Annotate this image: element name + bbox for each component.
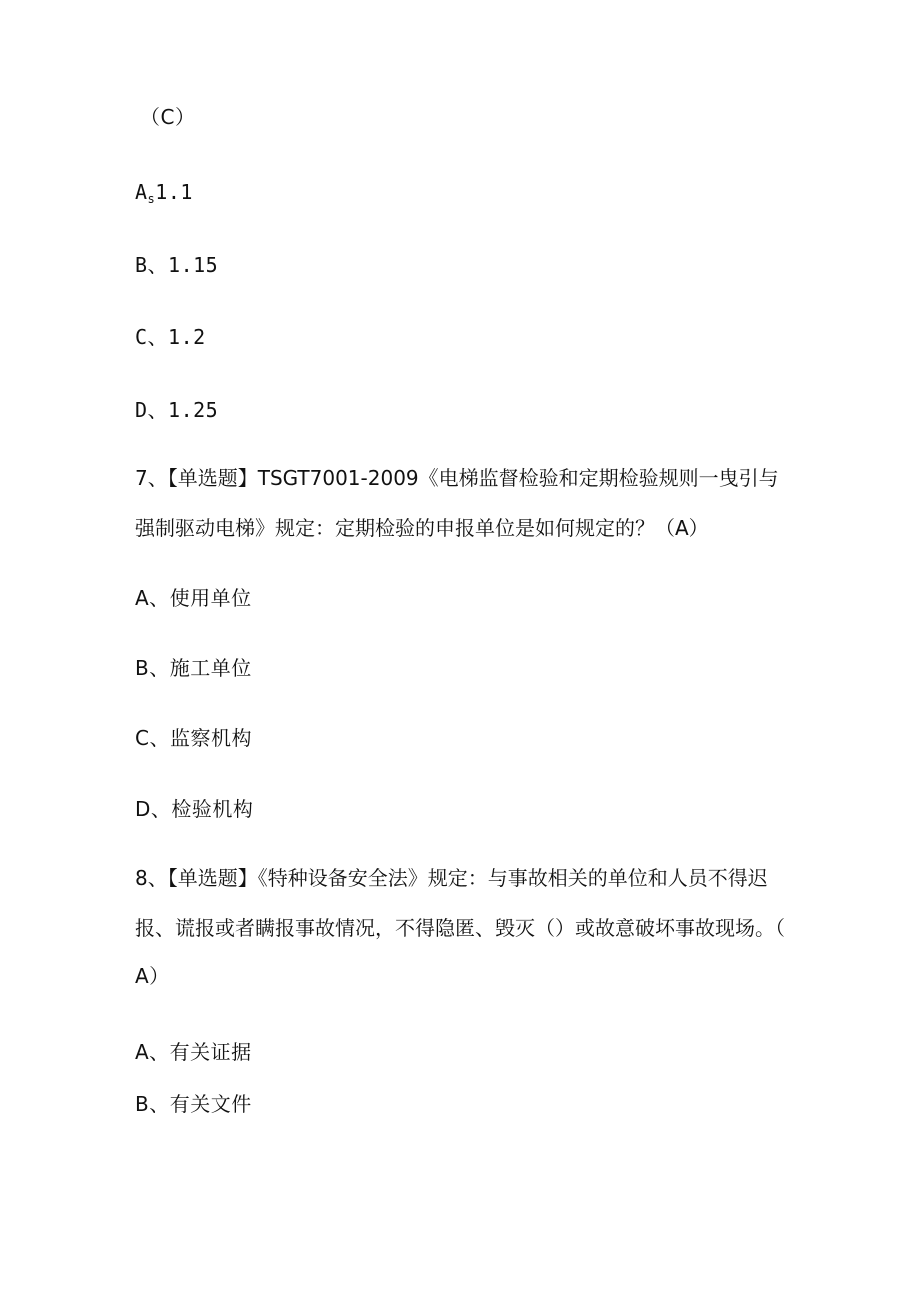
question-8-stem-line-2: 报、谎报或者瞒报事故情况，不得隐匿、毁灭（）或故意破坏事故现场。（ (135, 916, 785, 940)
question-7-stem-line-2: 强制驱动电梯》规定：定期检验的申报单位是如何规定的？（A） (135, 516, 709, 540)
option-a-value: 1.1 (155, 180, 193, 204)
question-7-option-d: D、检验机构 (135, 797, 254, 821)
question-7-option-c: C、监察机构 (135, 726, 252, 750)
question-8-option-b: B、有关文件 (135, 1092, 252, 1116)
option-a-letter: A (135, 180, 148, 204)
question-7-stem-line-1: 7、【单选题】TSGT7001-2009《电梯监督检验和定期检验规则一曳引与 (135, 466, 779, 490)
previous-option-d: D、1.25 (135, 398, 219, 422)
question-8-option-a: A、有关证据 (135, 1040, 252, 1064)
question-7-option-a: A、使用单位 (135, 586, 252, 610)
option-a-subscript: s (147, 192, 156, 206)
previous-question-answer: （C） (140, 105, 196, 129)
previous-option-b: B、1.15 (135, 253, 219, 277)
question-8-stem-line-3: A） (135, 964, 170, 988)
previous-option-a (135, 179, 193, 212)
question-8-stem-line-1: 8、【单选题】《特种设备安全法》规定：与事故相关的单位和人员不得迟 (135, 866, 768, 890)
question-7-option-b: B、施工单位 (135, 656, 252, 680)
previous-option-c: C、1.2 (135, 325, 206, 349)
